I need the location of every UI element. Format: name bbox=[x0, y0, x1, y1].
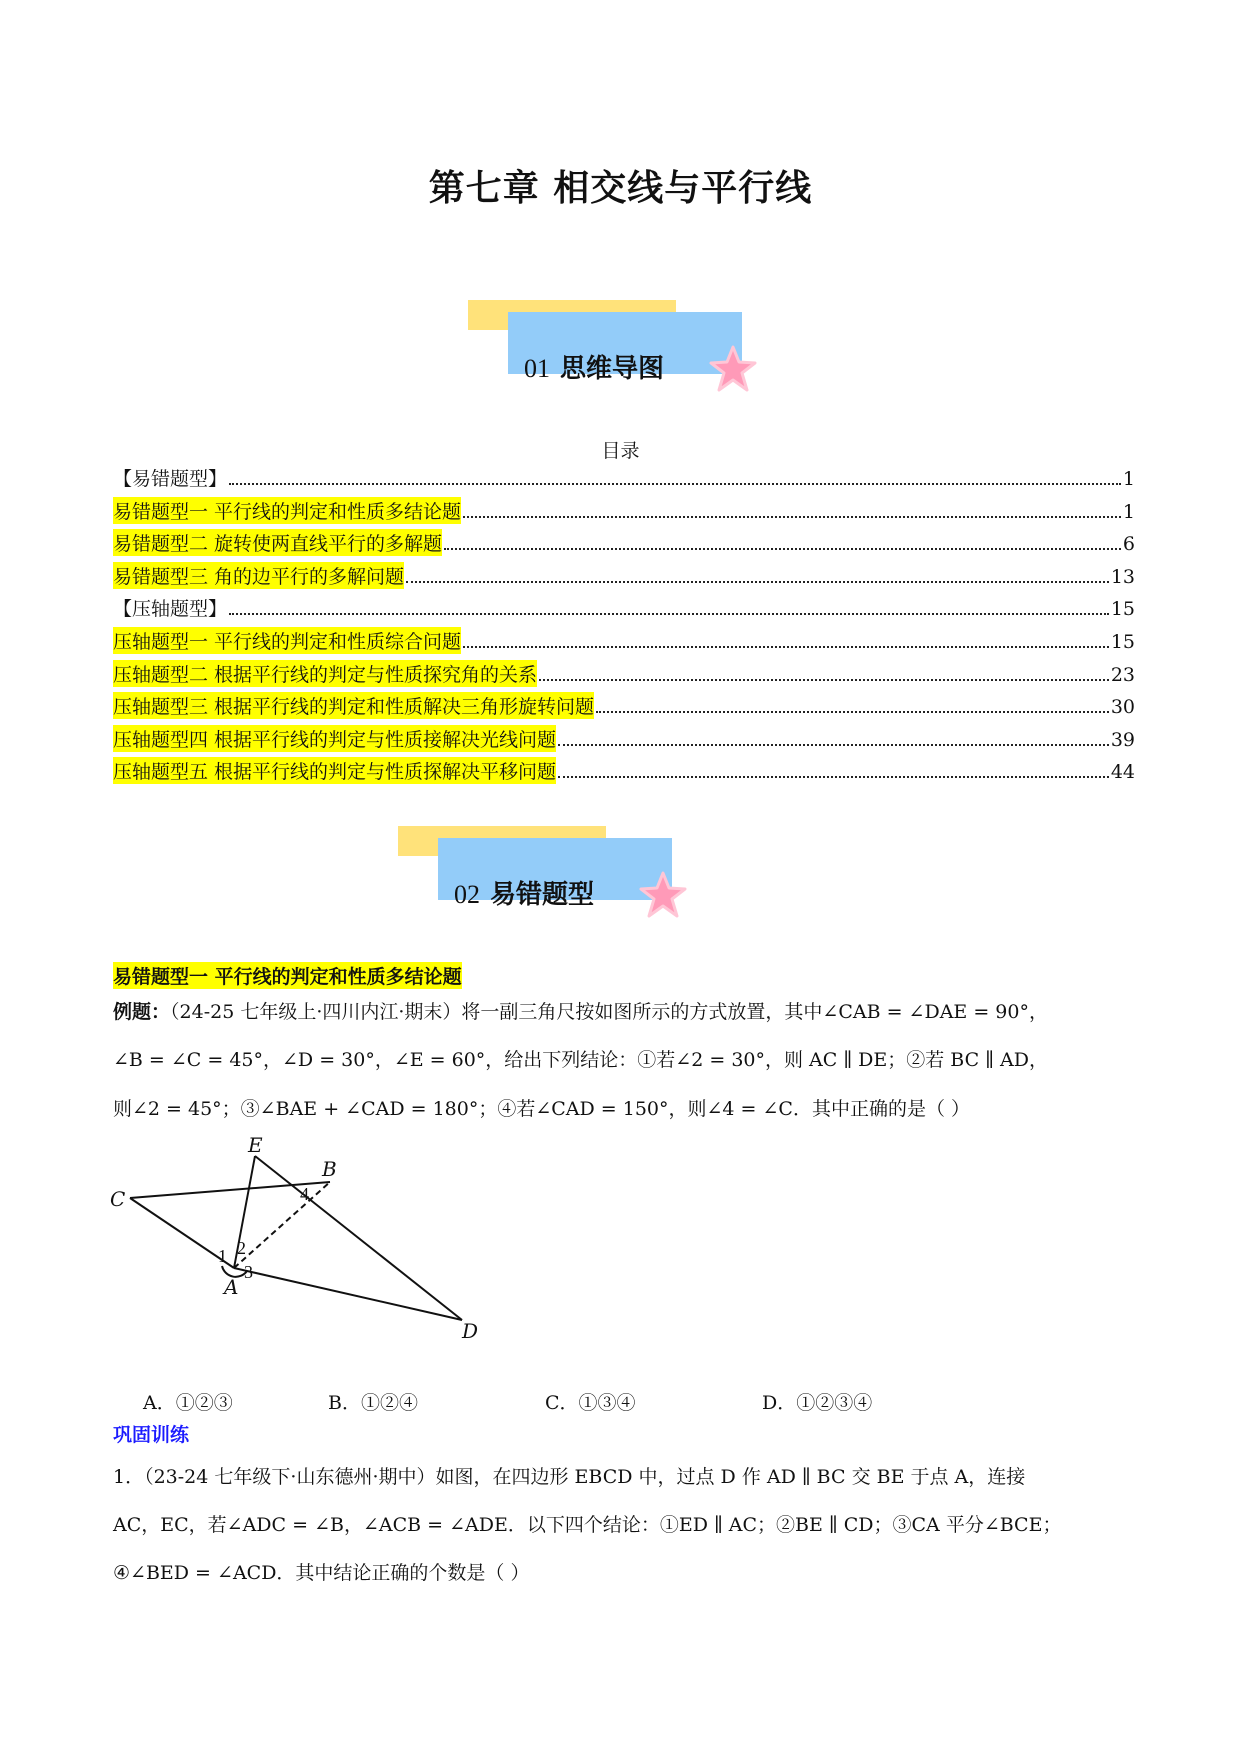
chapter-title: 第七章 相交线与平行线 bbox=[428, 168, 813, 209]
toc-entry-label: 易错题型三 角的边平行的多解问题 bbox=[113, 562, 404, 589]
point-D-label: D bbox=[462, 1319, 479, 1338]
toc-entry-page: 6 bbox=[1122, 533, 1135, 556]
toc-leader bbox=[539, 679, 1109, 681]
option-d[interactable]: D．①②③④ bbox=[762, 1392, 873, 1414]
toc-entry[interactable] bbox=[113, 529, 1135, 562]
question-1-line-2: AC，EC，若∠ADC = ∠B，∠ACB = ∠ADE．以下四个结论：①ED ∥ AC；②BE ∥ CD；③CA 平分∠BCE； bbox=[113, 1514, 1062, 1536]
toc-entry-page: 1 bbox=[1122, 500, 1135, 523]
toc-entry-label: 易错题型二 旋转使两直线平行的多解题 bbox=[113, 529, 442, 556]
angle-3-label: 3 bbox=[244, 1262, 253, 1282]
toc-heading: 目录 bbox=[601, 440, 640, 462]
star-icon bbox=[708, 344, 758, 394]
toc-leader bbox=[406, 581, 1109, 583]
option-b[interactable]: B．①②④ bbox=[328, 1392, 418, 1414]
toc-entry[interactable] bbox=[113, 692, 1135, 725]
toc-entry-page: 15 bbox=[1110, 598, 1135, 621]
toc-leader bbox=[229, 483, 1121, 485]
toc-entry-label: 压轴题型四 根据平行线的判定与性质接解决光线问题 bbox=[113, 725, 556, 752]
banner-number: 01 bbox=[524, 354, 550, 383]
angle-2-label: 2 bbox=[237, 1238, 246, 1258]
toc-entry-page: 1 bbox=[1122, 468, 1135, 490]
toc-entry[interactable] bbox=[113, 725, 1135, 758]
toc-entry-page: 39 bbox=[1110, 728, 1135, 751]
option-a[interactable]: A．①②③ bbox=[143, 1392, 233, 1414]
toc-entry-label: 压轴题型三 根据平行线的判定和性质解决三角形旋转问题 bbox=[113, 692, 594, 719]
toc-leader bbox=[463, 516, 1121, 518]
toc-leader bbox=[444, 548, 1121, 550]
toc-entry-page: 44 bbox=[1110, 761, 1135, 784]
banner-text: 思维导图 bbox=[560, 354, 665, 384]
question-1-line-3: ④∠BED = ∠ACD．其中结论正确的个数是（ ） bbox=[113, 1562, 530, 1584]
toc-entry-page: 15 bbox=[1110, 630, 1135, 653]
toc-entry-label: 压轴题型一 平行线的判定和性质综合问题 bbox=[113, 627, 461, 654]
example-lead: 例题： bbox=[113, 1001, 171, 1023]
section-banner-mindmap bbox=[468, 300, 798, 410]
toc-entry[interactable] bbox=[113, 464, 1135, 497]
toc-entry[interactable] bbox=[113, 562, 1135, 595]
toc-entry-label: 压轴题型五 根据平行线的判定与性质探解决平移问题 bbox=[113, 757, 556, 784]
example-text: （24-25 七年级上·四川内江·期末）将一副三角尺按如图所示的方式放置，其中∠CAB = ∠DAE = 90°， bbox=[170, 1001, 1048, 1023]
table-of-contents bbox=[113, 464, 1135, 790]
toc-entry[interactable] bbox=[113, 757, 1135, 790]
toc-leader bbox=[229, 613, 1109, 615]
question-1-line-1: 1．（23-24 七年级下·山东德州·期中）如图，在四边形 EBCD 中，过点 D 作 AD ∥ BC 交 BE 于点 A，连接 bbox=[113, 1466, 1026, 1488]
point-C-label: C bbox=[110, 1187, 126, 1211]
toc-leader bbox=[558, 744, 1109, 746]
star-icon bbox=[638, 870, 688, 920]
point-B-label: B bbox=[322, 1157, 337, 1181]
toc-entry-label: 易错题型一 平行线的判定和性质多结论题 bbox=[113, 497, 461, 524]
example-line-1 bbox=[113, 997, 1138, 1024]
angle-1-label: 1 bbox=[218, 1246, 227, 1266]
toc-leader bbox=[558, 776, 1109, 778]
banner-label bbox=[524, 348, 664, 385]
point-A-label: A bbox=[224, 1275, 239, 1299]
banner-text: 易错题型 bbox=[490, 880, 595, 910]
toc-entry-page: 13 bbox=[1110, 565, 1135, 588]
point-E-label: E bbox=[248, 1133, 263, 1157]
toc-entry-page: 30 bbox=[1110, 696, 1135, 719]
toc-entry[interactable] bbox=[113, 660, 1135, 693]
example-line-2: ∠B = ∠C = 45°，∠D = 30°，∠E = 60°，给出下列结论：①若∠2 = 30°，则 AC ∥ DE；②若 BC ∥ AD， bbox=[113, 1049, 1048, 1071]
banner-label bbox=[454, 874, 594, 911]
geometry-figure bbox=[108, 1128, 508, 1338]
section-heading: 易错题型一 平行线的判定和性质多结论题 bbox=[113, 962, 462, 989]
practice-heading: 巩固训练 bbox=[113, 1424, 190, 1446]
banner-number: 02 bbox=[454, 880, 480, 909]
section-banner-errors bbox=[398, 826, 728, 936]
toc-entry-page: 23 bbox=[1110, 663, 1135, 686]
toc-entry[interactable] bbox=[113, 497, 1135, 530]
toc-entry[interactable] bbox=[113, 627, 1135, 660]
toc-leader bbox=[463, 646, 1109, 648]
option-c[interactable]: C．①③④ bbox=[545, 1392, 636, 1414]
toc-entry-label: 压轴题型二 根据平行线的判定与性质探究角的关系 bbox=[113, 660, 537, 687]
toc-entry-label: 【易错题型】 bbox=[113, 468, 228, 490]
angle-4-label: 4 bbox=[300, 1184, 309, 1204]
toc-entry-label: 【压轴题型】 bbox=[113, 598, 228, 621]
example-line-3: 则∠2 = 45°；③∠BAE + ∠CAD = 180°；④若∠CAD = 150°，则∠4 = ∠C．其中正确的是（ ） bbox=[113, 1098, 971, 1120]
toc-entry[interactable] bbox=[113, 594, 1135, 627]
toc-leader bbox=[596, 711, 1109, 713]
